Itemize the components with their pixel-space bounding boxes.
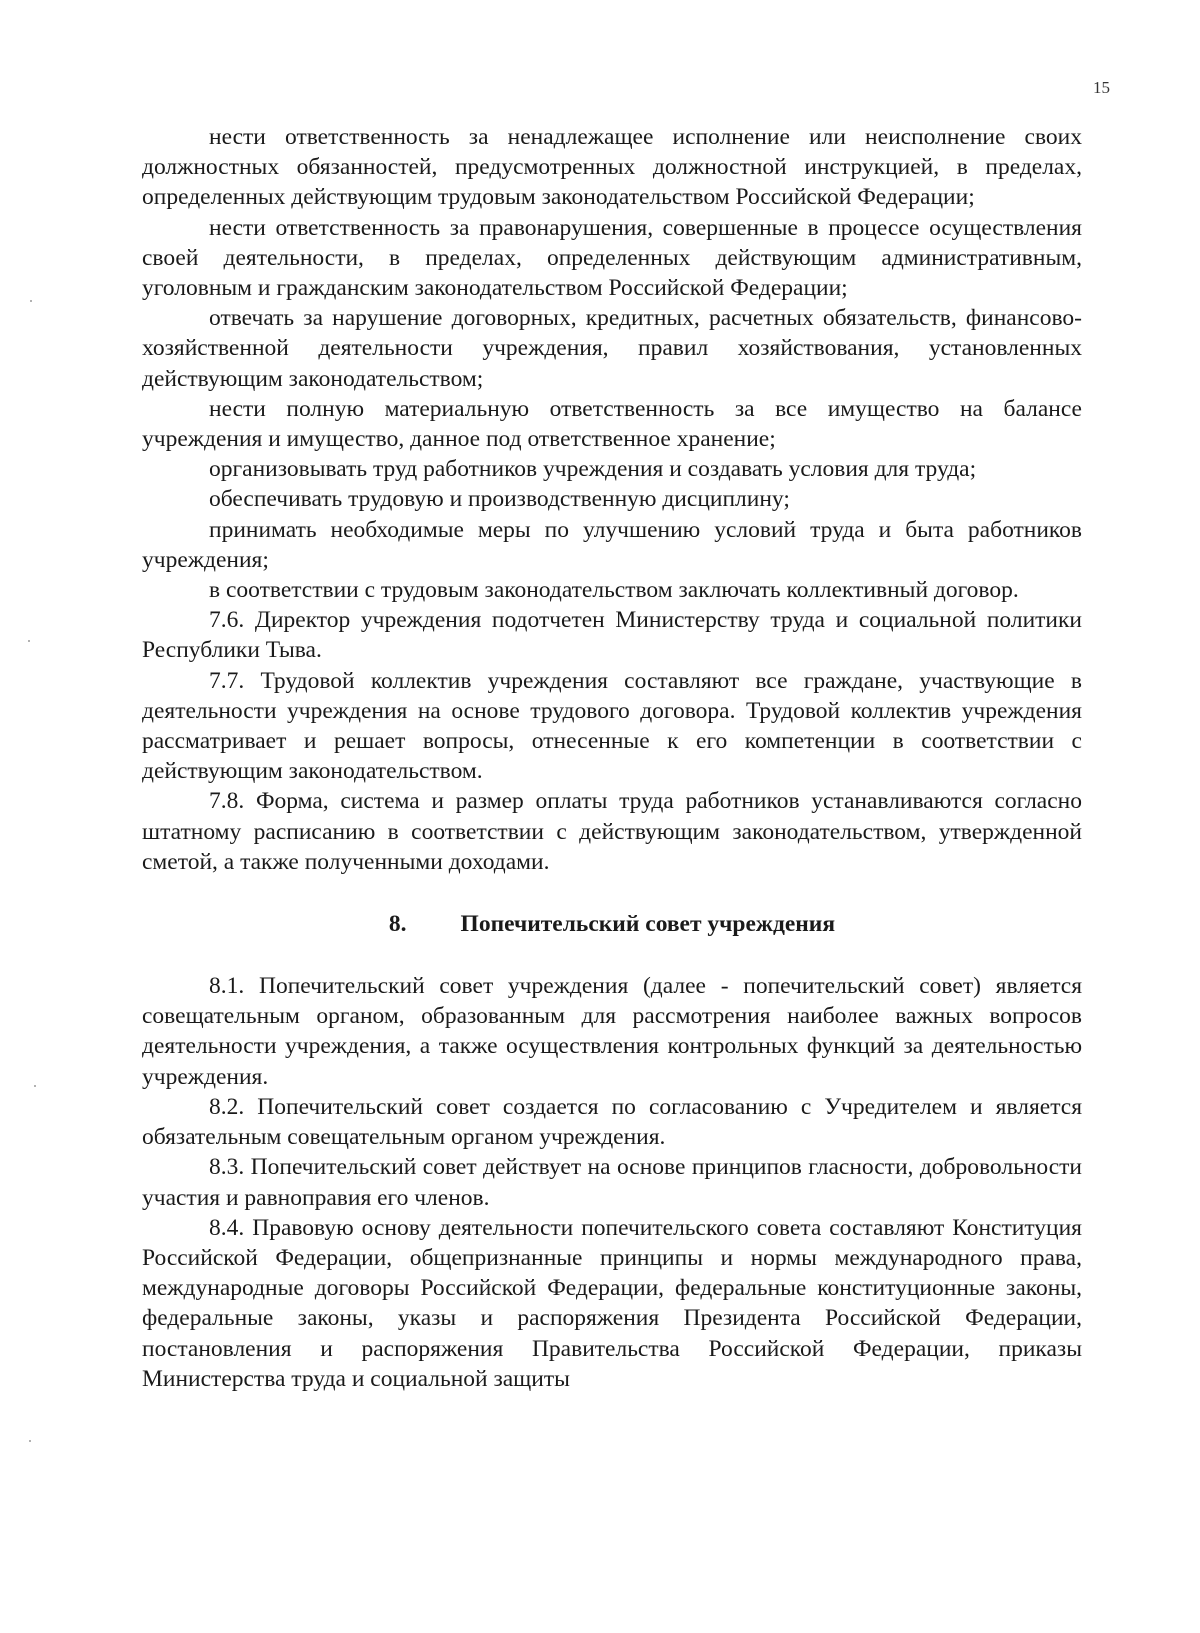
paragraph: в соответствии с трудовым законодательством заключать коллективный договор. xyxy=(209,577,1019,604)
clause-7-7: 7.7. Трудовой коллектив учреждения составляют все граждане, участвующие в деятельности учреждения на основе трудового договора. Трудовой коллектив учреждения рассматривает и решает вопросы, отнесенные к его компетенции в соответствии с действующим законодательством. xyxy=(142,667,1082,785)
scan-speck xyxy=(28,640,30,642)
clause-7-8: 7.8. Форма, система и размер оплаты труда работников устанавливаются согласно штатному расписанию в соответствии с действующим законодательством, утвержденной сметой, а также полученными доходами. xyxy=(142,788,1082,875)
section-title: Попечительский совет учреждения xyxy=(460,911,836,938)
paragraph: отвечать за нарушение договорных, кредитных, расчетных обязательств, финансово-хозяйственной деятельности учреждения, правил хозяйствования, установленных действующим законодательством; xyxy=(142,305,1082,392)
document-body xyxy=(142,122,1082,1394)
scan-speck xyxy=(29,1440,31,1442)
paragraph: нести ответственность за ненадлежащее исполнение или неисполнение своих должностных обязанностей, предусмотренных должностной инструкцией, в пределах, определенных действующим трудовым законодательством Российской Федерации; xyxy=(142,124,1082,211)
section-number: 8. xyxy=(388,911,407,938)
clause-8-3: 8.3. Попечительский совет действует на основе принципов гласности, добровольности участия и равноправия его членов. xyxy=(142,1154,1082,1211)
paragraph: организовывать труд работников учреждения и создавать условия для труда; xyxy=(209,456,977,483)
paragraph: принимать необходимые меры по улучшению условий труда и быта работников учреждения; xyxy=(142,516,1082,573)
clause-8-1: 8.1. Попечительский совет учреждения (далее - попечительский совет) является совещательным органом, образованным для рассмотрения наиболее важных вопросов деятельности учреждения, а также осуществления контрольных функций за деятельностью учреждения. xyxy=(142,973,1082,1090)
clause-7-6: 7.6. Директор учреждения подотчетен Министерству труда и социальной политики Республики Тыва. xyxy=(142,607,1082,664)
section-heading xyxy=(142,909,1082,939)
clause-8-4: 8.4. Правовую основу деятельности попечительского совета составляют Конституция Российской Федерации, общепризнанные принципы и нормы международного права, международные договоры Российской Федерации, федеральные конституционные законы, федеральные законы, указы и распоряжения Президента Российской Федерации, постановления и распоряжения Правительства Российской Федерации, приказы Министерства труда и социальной защиты xyxy=(142,1214,1082,1392)
paragraph: обеспечивать трудовую и производственную дисциплину; xyxy=(209,486,790,513)
page-number: 15 xyxy=(1093,78,1110,97)
paragraph: нести полную материальную ответственность за все имущество на балансе учреждения и имущество, данное под ответственное хранение; xyxy=(142,395,1082,453)
clause-8-2: 8.2. Попечительский совет создается по согласованию с Учредителем и является обязательным совещательным органом учреждения. xyxy=(142,1093,1082,1151)
scan-speck xyxy=(34,1085,36,1087)
paragraph: нести ответственность за правонарушения, совершенные в процессе осуществления своей деятельности, в пределах, определенных действующим административным, уголовным и гражданским законодательством Российской Федерации; xyxy=(142,214,1082,302)
scan-speck xyxy=(30,300,32,302)
